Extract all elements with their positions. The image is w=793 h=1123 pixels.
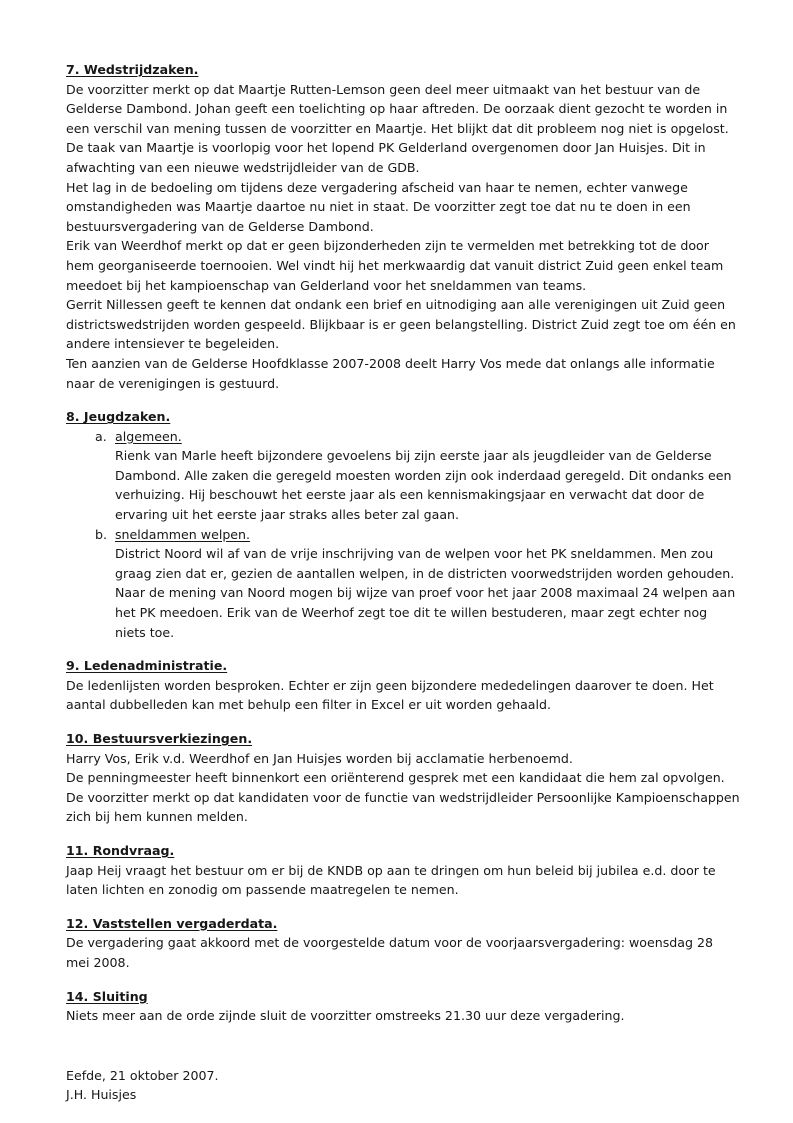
paragraph: Ten aanzien van de Gelderse Hoofdklasse 2007-2008 deelt Harry Vos mede dat onlangs alle informatie naar de verenigingen is gestuurd. [66,355,715,391]
list-item-marker: a. [95,428,107,444]
section-sluiting [66,987,740,1026]
section-heading: 7. Wedstrijdzaken. [66,62,199,77]
paragraph: De voorzitter merkt op dat kandidaten voor de functie van wedstrijdleider Persoonlijke Kampioenschappen zich bij hem kunnen melden. [66,789,740,825]
signature-block [66,1066,740,1105]
section-vaststellen-vergaderdata [66,914,740,973]
paragraph: De vergadering gaat akkoord met de voorgestelde datum voor de voorjaarsvergadering: woensdag 28 mei 2008. [66,935,714,970]
section-rondvraag [66,841,740,900]
section-jeugdzaken [66,407,740,642]
paragraph: De penningmeester heeft binnenkort een oriënterend gesprek met een kandidaat die hem zal opvolgen. [66,770,725,786]
section-heading: 9. Ledenadministratie. [66,658,228,674]
paragraph: Gerrit Nillessen geeft te kennen dat ondank een brief en uitnodiging aan alle verenigingen uit Zuid geen districtswedstrijden worden gespeeld. Blijkbaar is er geen belangstelling. District Zuid zegt toe om één en andere intensiever te begeleiden. [66,297,736,352]
section-wedstrijdzaken [66,60,740,393]
list-item-title: algemeen. [115,428,182,444]
document-body [66,60,740,1105]
paragraph: Erik van Weerdhof merkt op dat er geen bijzonderheden zijn te vermelden met betrekking tot de door hem georganiseerde toernooien. Wel vindt hij het merkwaardig dat vanuit district Zuid geen enkel team meedoet bij het kampioenschap van Gelderland voor het sneldammen van teams. [66,238,724,293]
list-item-title: sneldammen welpen. [115,526,251,542]
paragraph: Het lag in de bedoeling om tijdens deze vergadering afscheid van haar te nemen, echter vanwege omstandigheden was Maartje daartoe nu niet in staat. De voorzitter zegt toe dat nu te doen in een bestuursvergadering van de Gelderse Dambond. [66,179,691,234]
paragraph: Niets meer aan de orde zijnde sluit de voorzitter omstreeks 21.30 uur deze vergadering. [66,1008,625,1024]
list-item-body: Rienk van Marle heeft bijzondere gevoelens bij zijn eerste jaar als jeugdleider van de Gelderse Dambond. Alle zaken die geregeld moesten worden zijn ook inderdaad geregeld. Dit ondanks een verhuizing. Hij beschouwt het eerste jaar als een kennismakingsjaar en verwacht dat door de ervaring uit het eerste jaar straks alles beter zal gaan. [115,448,732,523]
sub-list [66,427,740,643]
list-item-body: District Noord wil af van de vrije inschrijving van de welpen voor het PK sneldammen. Men zou graag zien dat er, gezien de aantallen welpen, in de districten voorwedstrijden worden gehouden. Naar de mening van Noord mogen bij wijze van proef voor het jaar 2008 maximaal 24 welpen aan het PK meedoen. Erik van de Weerhof zegt toe dit te willen bestuderen, maar zegt echter nog niets toe. [115,546,736,640]
signature-place-date: Eefde, 21 oktober 2007. [66,1067,219,1083]
paragraph: De voorzitter merkt op dat Maartje Rutten-Lemson geen deel meer uitmaakt van het bestuur van de Gelderse Dambond. Johan geeft een toelichting op haar aftreden. De oorzaak dient gezocht te worden in een verschil van mening tussen de voorzitter en Maartje. Het blijkt dat dit probleem nog niet is opgelost. [66,81,729,136]
list-item [66,427,740,525]
list-item-marker: b. [95,526,107,542]
list-item [66,525,740,643]
section-ledenadministratie [66,656,740,715]
paragraph: Jaap Heij vraagt het bestuur om er bij de KNDB op aan te dringen om hun beleid bij jubilea e.d. door te laten lichten en zonodig om passende maatregelen te nemen. [66,862,716,898]
section-heading: 11. Rondvraag. [66,842,175,858]
section-heading: 10. Bestuursverkiezingen. [66,731,253,746]
paragraph: Harry Vos, Erik v.d. Weerdhof en Jan Huisjes worden bij acclamatie herbenoemd. [66,750,573,766]
section-heading: 8. Jeugdzaken. [66,409,171,425]
section-heading: 14. Sluiting [66,988,148,1004]
signature-name: J.H. Huisjes [66,1087,137,1103]
section-heading: 12. Vaststellen vergaderdata. [66,915,278,931]
paragraph: De taak van Maartje is voorlopig voor het lopend PK Gelderland overgenomen door Jan Huisjes. Dit in afwachting van een nieuwe wedstrijdleider van de GDB. [66,140,706,175]
section-bestuursverkiezingen [66,729,740,827]
paragraph: De ledenlijsten worden besproken. Echter er zijn geen bijzondere mededelingen daarover te doen. Het aantal dubbelleden kan met behulp een filter in Excel er uit worden gehaald. [66,677,714,713]
